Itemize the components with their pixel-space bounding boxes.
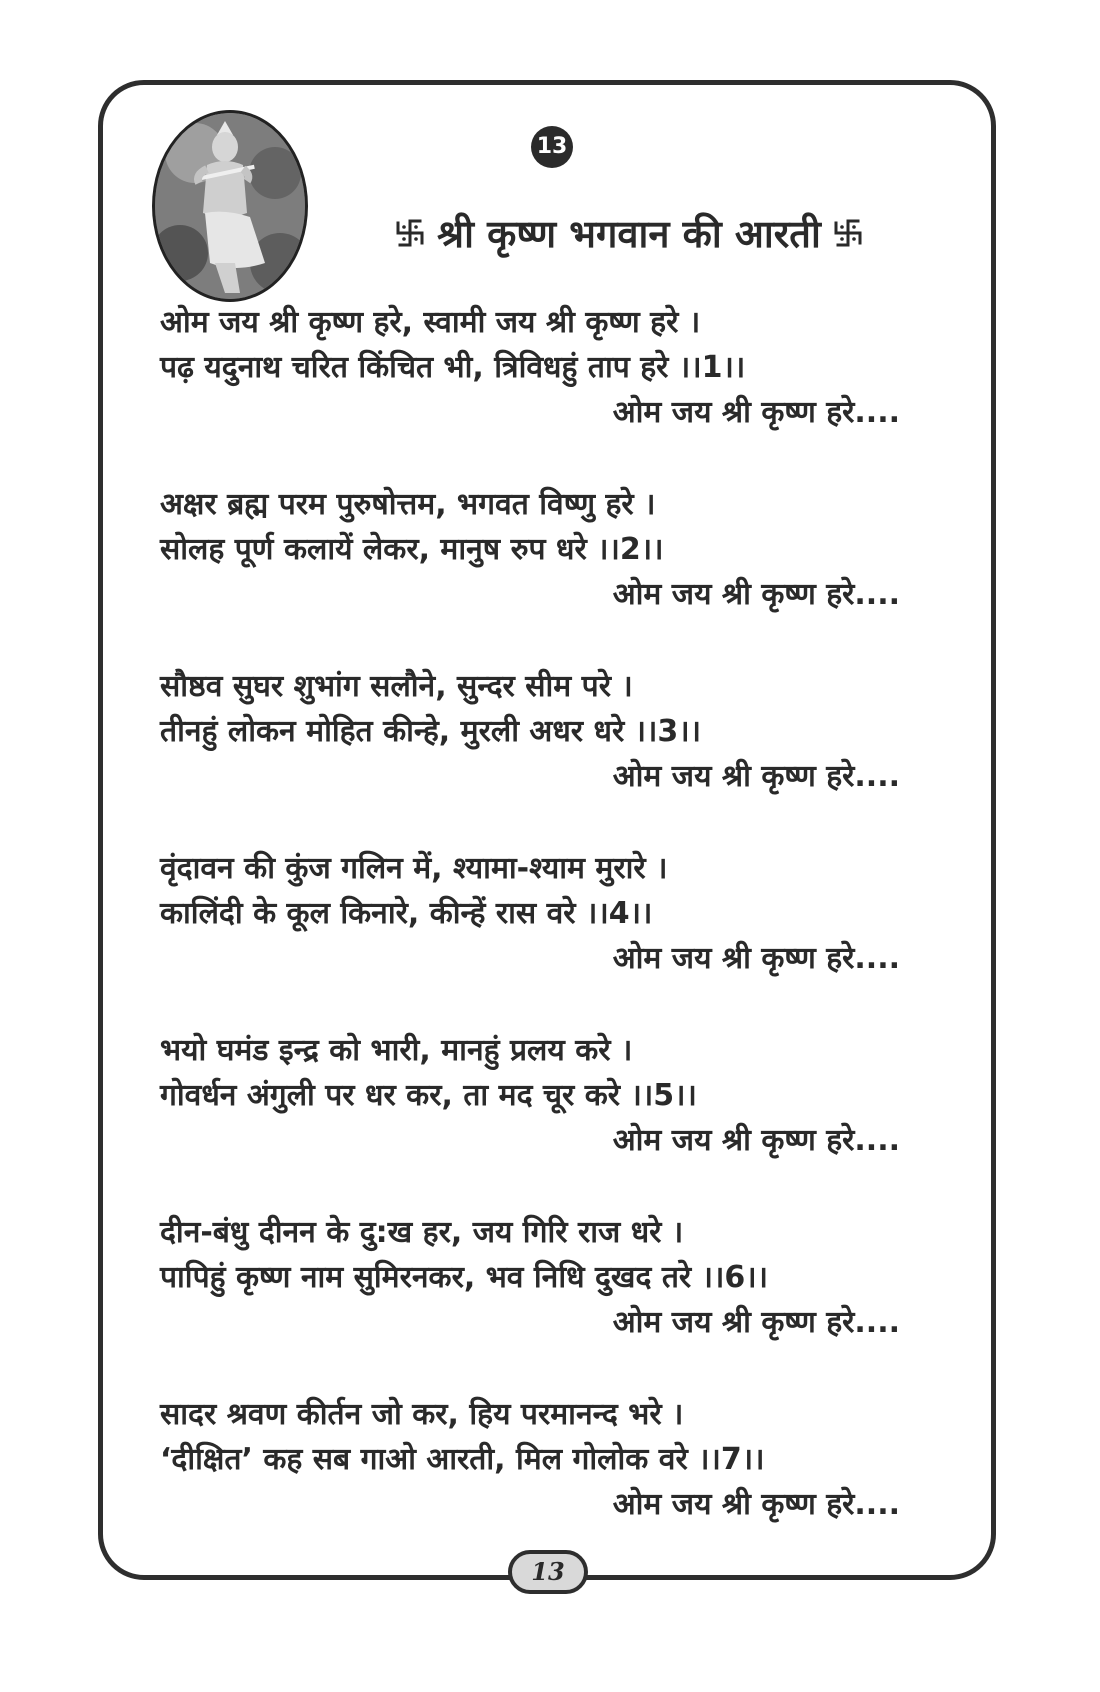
verse-line: ‘दीक्षित’ कह सब गाओ आरती, मिल गोलोक वरे ।।7।।	[160, 1442, 765, 1477]
verse-line: वृंदावन की कुंज गलिन में, श्यामा-श्याम मुरारे ।	[160, 851, 668, 886]
verse-refrain: ओम जय श्री कृष्ण हरे....	[612, 1305, 900, 1340]
verse-line: अक्षर ब्रह्म परम पुरुषोत्तम, भगवत विष्णु हरे ।	[160, 487, 656, 522]
verse-line: सादर श्रवण कीर्तन जो कर, हिय परमानन्द भरे ।	[160, 1397, 684, 1432]
verse-refrain: ओम जय श्री कृष्ण हरे....	[612, 1123, 900, 1158]
verse-line: कालिंदी के कूल किनारे, कीन्हें रास वरे ।।4।।	[160, 896, 653, 931]
verse-7	[160, 1392, 900, 1527]
swastik-icon	[833, 218, 863, 248]
verse-refrain: ओम जय श्री कृष्ण हरे....	[612, 1487, 900, 1522]
verse-line: सौष्ठव सुघर शुभांग सलौने, सुन्दर सीम परे ।	[160, 669, 633, 704]
verse-refrain: ओम जय श्री कृष्ण हरे....	[612, 395, 900, 430]
verse-line: तीनहुं लोकन मोहित कीन्हे, मुरली अधर धरे ।।3।।	[160, 714, 702, 749]
verse-line: भयो घमंड इन्द्र को भारी, मानहुं प्रलय करे ।	[160, 1033, 633, 1068]
page-number: 13	[508, 1550, 588, 1594]
krishna-portrait-image	[152, 110, 308, 302]
page-title: श्री कृष्ण भगवान की आरती	[437, 212, 821, 256]
verse-line: पापिहुं कृष्ण नाम सुमिरनकर, भव निधि दुखद तरे ।।6।।	[160, 1260, 769, 1295]
verse-1	[160, 300, 900, 435]
verse-4	[160, 846, 900, 981]
verse-refrain: ओम जय श्री कृष्ण हरे....	[612, 941, 900, 976]
verse-6	[160, 1210, 900, 1345]
verse-line: ओम जय श्री कृष्ण हरे, स्वामी जय श्री कृष्ण हरे ।	[160, 305, 701, 340]
title-row	[334, 198, 924, 268]
verse-line: गोवर्धन अंगुली पर धर कर, ता मद चूर करे ।।5।।	[160, 1078, 697, 1113]
section-number-badge: 13	[531, 126, 573, 168]
verse-3	[160, 664, 900, 799]
verse-2	[160, 482, 900, 617]
verse-5	[160, 1028, 900, 1163]
aarti-verses	[160, 300, 900, 1574]
verse-refrain: ओम जय श्री कृष्ण हरे....	[612, 759, 900, 794]
swastik-icon	[395, 218, 425, 248]
verse-refrain: ओम जय श्री कृष्ण हरे....	[612, 577, 900, 612]
verse-line: सोलह पूर्ण कलायें लेकर, मानुष रुप धरे ।।2।।	[160, 532, 664, 567]
verse-line: पढ़ यदुनाथ चरित किंचित भी, त्रिविधहुं ताप हरे ।।1।।	[160, 350, 746, 385]
verse-line: दीन-बंधु दीनन के दु:ख हर, जय गिरि राज धरे ।	[160, 1215, 684, 1250]
